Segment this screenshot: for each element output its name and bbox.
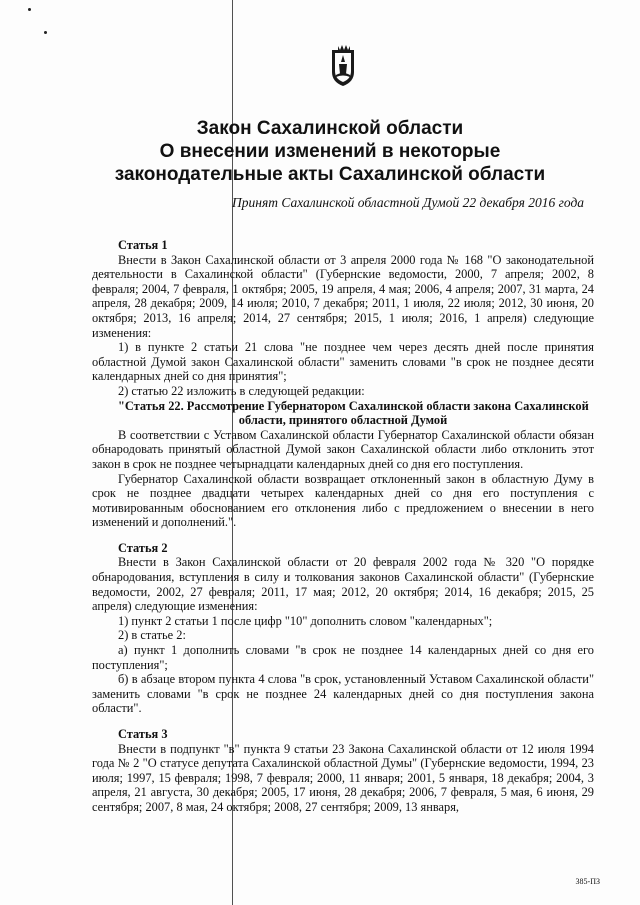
article-paragraph: 1) пункт 2 статьи 1 после цифр "10" дополнить словом "календарных"; — [118, 613, 493, 628]
article-heading: Статья 2 — [118, 540, 168, 555]
quoted-paragraph: В соответствии с Уставом Сахалинской области Губернатор Сахалинской области обязан обнародовать принятый областной Думой закон Сахалинской области либо отклонить этот закон в срок не позднее четырнадцати календарных дней со дня его поступления. — [92, 427, 594, 471]
article-paragraph: 2) в статье 2: — [118, 628, 186, 643]
scan-speck — [44, 31, 47, 34]
quoted-heading-part-2: области, принятого областной Думой — [238, 413, 448, 428]
law-body — [92, 238, 594, 815]
quoted-heading-part-1: "Статья 22. Рассмотрение Губернатором Сахалинской области закона Сахалинской — [118, 398, 589, 413]
article-heading: Статья 3 — [118, 727, 168, 741]
article-heading: Статья 1 — [118, 238, 168, 252]
article-paragraph: Внести в Закон Сахалинской области от 3 апреля 2000 года № 168 "О законодательной деятельности в Сахалинской области" (Губернские ведомости, 2000, 7 апреля; 2002, 8 февраля; 2004, 7 февраля, 1 октября; 2005, 19 апреля, 4 мая; 2006, 4 апреля; 2007, 31 марта, 24 апреля, 28 декабря; 2009, 14 июля; 2010, 7 декабря; 2011, 1 июля, 22 июля; 2012, 30 июня, 20 октября; 2013, 16 апреля; 2014, 27 сентября; 2015, 1 июля; 2016, 1 апреля) следующие изменения: — [92, 252, 594, 340]
document-code: 385-ПЗ — [575, 877, 600, 886]
article-paragraph: 2) статью 22 изложить в следующей редакции: — [118, 383, 365, 398]
quoted-article-heading — [92, 399, 594, 414]
quoted-paragraph: Губернатор Сахалинской области возвращает отклоненный закон в областную Думу в срок не позднее двадцати четырех календарных дней со дня его поступления с мотивированным обоснованием его отклонения либо с предложением о внесении в него изменений и дополнений.". — [92, 471, 594, 530]
coat-of-arms-icon — [328, 44, 358, 88]
law-subtitle-line-1: О внесении изменений в некоторые — [159, 141, 501, 162]
scan-speck — [28, 8, 31, 11]
adoption-note: Принят Сахалинской областной Думой 22 декабря 2016 года — [232, 195, 585, 210]
article-paragraph: а) пункт 1 дополнить словами "в срок не позднее 14 календарных дней со дня его поступления"; — [92, 643, 594, 672]
law-subtitle-line-2: законодательные акты Сахалинской области — [114, 164, 546, 185]
article-paragraph: 1) в пункте 2 статьи 21 слова "не позднее чем через десять дней после принятия областной Думой закон Сахалинской области" заменить словами "в срок не позднее десяти календарных дней со дня принятия"; — [92, 340, 594, 384]
article-paragraph: Внести в Закон Сахалинской области от 20 февраля 2002 года № 320 "О порядке обнародования, вступления в силу и толкования законов Сахалинской области" (Губернские ведомости, 2002, 27 февраля; 2011, 17 мая; 2012, 20 октября; 2014, 16 декабря; 2015, 25 апреля) следующие изменения: — [92, 555, 594, 614]
law-title: Закон Сахалинской области — [196, 118, 464, 139]
article-paragraph: б) в абзаце втором пункта 4 слова "в срок, установленный Уставом Сахалинской области" заменить словами "в срок не позднее 24 календарных дней со дня поступления закона области". — [92, 672, 594, 716]
article-paragraph: Внести в подпункт "в" пункта 9 статьи 23 Закона Сахалинской области от 12 июля 1994 года № 2 "О статусе депутата Сахалинской областной Думы" (Губернские ведомости, 1994, 23 июля; 1997, 15 февраля; 1998, 7 февраля; 2000, 11 января; 2001, 5 января, 18 декабря; 2004, 3 апреля, 21 августа, 30 декабря; 2005, 17 июня, 28 декабря; 2006, 7 февраля, 5 мая, 6 июня, 29 сентября; 2007, 8 мая, 24 октября; 2008, 27 сентября; 2009, 13 января, — [92, 741, 594, 814]
